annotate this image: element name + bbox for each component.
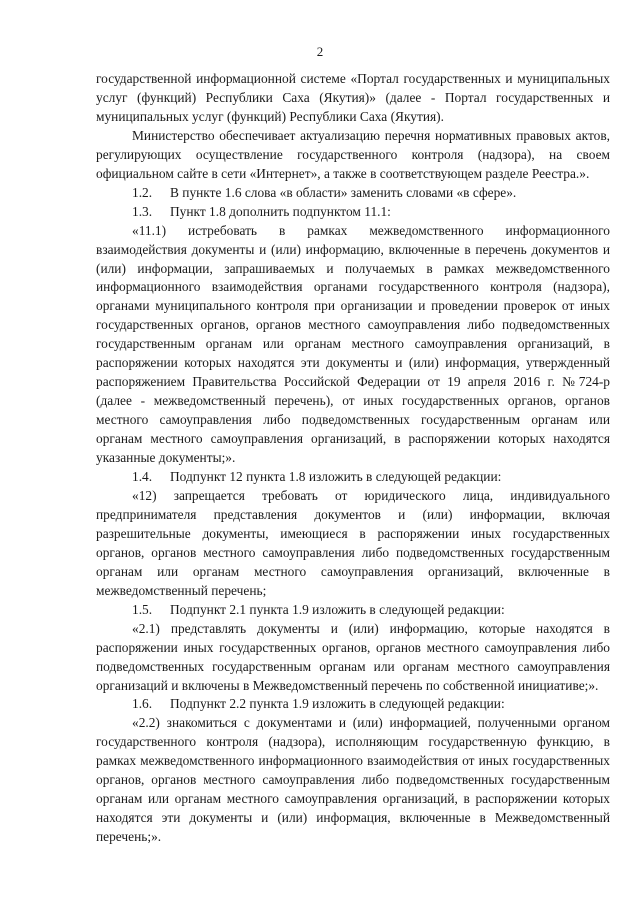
item-number: 1.6. xyxy=(132,696,153,712)
item-1-6 xyxy=(96,695,610,714)
paragraph-text: Подпункт 2.2 пункта 1.9 изложить в следующей редакции: xyxy=(170,696,505,712)
paragraph-text: «2.2) знакомиться с документами и (или) информацией, полученными органом государственного контроля (надзора), исполняющим государственную функцию, в рамках межведомственного информационного взаимодействия от иных государственных органов, органов местного самоуправления либо подведомственных государственным органам или органам местного самоуправления организаций, в распоряжении которых находятся эти документы и (или) информация, включенные в Межведомственный перечень;». xyxy=(96,715,610,845)
paragraph-text: В пункте 1.6 слова «в области» заменить словами «в сфере». xyxy=(170,184,517,200)
item-1-4 xyxy=(96,468,610,487)
item-number: 1.2. xyxy=(132,184,153,200)
quoted-subpoint-12 xyxy=(96,487,610,601)
document-body xyxy=(96,70,610,847)
item-number: 1.3. xyxy=(132,203,153,219)
item-number: 1.4. xyxy=(132,469,153,485)
paragraph-2 xyxy=(96,127,610,184)
quoted-subpoint-2-2 xyxy=(96,714,610,847)
item-number: 1.5. xyxy=(132,601,153,617)
quoted-subpoint-11-1 xyxy=(96,222,610,468)
item-1-2 xyxy=(96,184,610,203)
paragraph-1 xyxy=(96,70,610,127)
paragraph-text: Подпункт 12 пункта 1.8 изложить в следующей редакции: xyxy=(170,469,502,485)
paragraph-text: Министерство обеспечивает актуализацию перечня нормативных правовых актов, регулирующих осуществление государственного контроля (надзора), на своем официальном сайте в сети «Интернет», а также в соответствующем разделе Реестра.». xyxy=(96,127,610,181)
paragraph-text: «11.1) истребовать в рамках межведомственного информационного взаимодействия документы и (или) информацию, включенные в перечень документов и (или) информации, запрашиваемых и получаемых в рамках межведомственного информационного взаимодействия органами государственного контроля (надзора), органами муниципального контроля при организации и проведении проверок от иных государственных органов, органов местного самоуправления либо подведомственных государственным органам или органам местного самоуправления организаций, в распоряжении которых находятся эти документы и (или) информация, утвержденный распоряжением Правительства Российской Федерации от 19 апреля 2016 г. №724-р (далее - межведомственный перечень), от иных государственных органов, органов местного самоуправления либо подведомственных государственным органам или органам местного самоуправления организаций, в распоряжении которых находятся указанные документы;». xyxy=(96,222,610,466)
item-1-3 xyxy=(96,203,610,222)
item-1-5 xyxy=(96,601,610,620)
quoted-subpoint-2-1 xyxy=(96,620,610,696)
paragraph-text: Подпункт 2.1 пункта 1.9 изложить в следующей редакции: xyxy=(170,601,505,617)
page-number: 2 xyxy=(316,44,324,59)
paragraph-text: «12) запрещается требовать от юридического лица, индивидуального предпринимателя представления документов и (или) информации, включая разрешительные документы, имеющиеся в распоряжении иных государственных органов, органов местного самоуправления либо подведомственных государственным органам или органам местного самоуправления организаций, включенные в межведомственный перечень; xyxy=(96,487,610,598)
paragraph-text: «2.1) представлять документы и (или) информацию, которые находятся в распоряжении иных государственных органов, органов местного самоуправления либо подведомственных государственным органам или органам местного самоуправления организаций и включены в Межведомственный перечень по собственной инициативе;». xyxy=(96,620,610,693)
paragraph-text: Пункт 1.8 дополнить подпунктом 11.1: xyxy=(170,203,391,219)
paragraph-text: государственной информационной системе «Портал государственных и муниципальных услуг (функций) Республики Саха (Якутия)» (далее - Портал государственных и муниципальных услуг (функций) Республики Саха (Якутия). xyxy=(96,71,610,124)
